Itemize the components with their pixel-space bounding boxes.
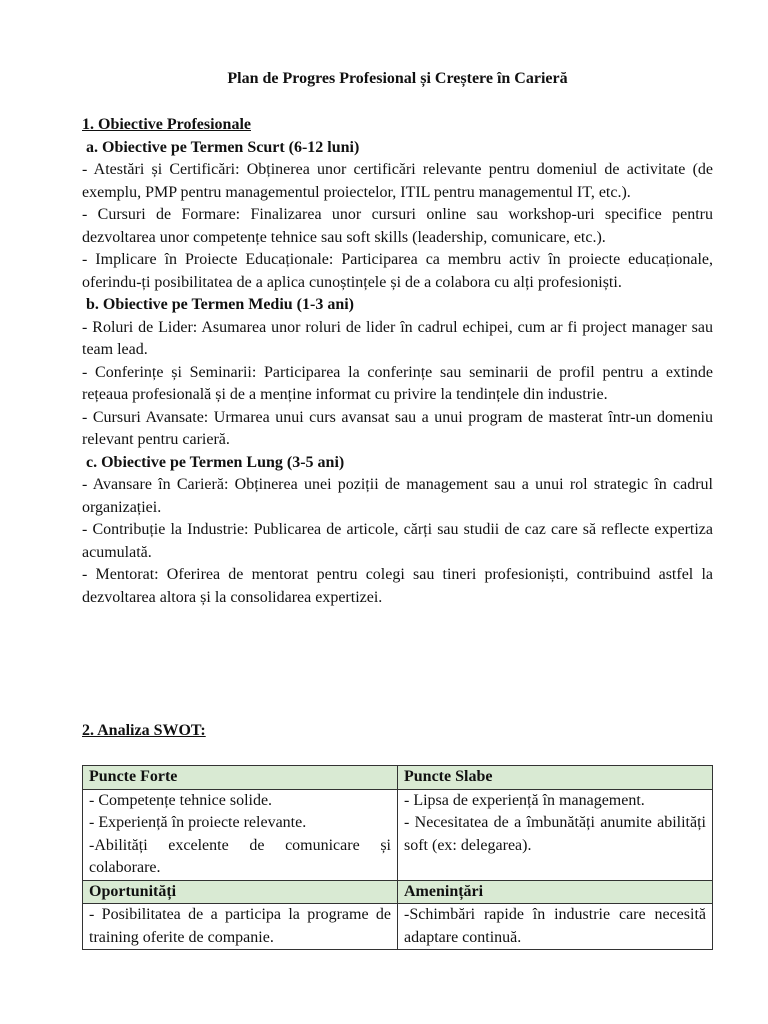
swot-header-weaknesses: Puncte Slabe (398, 766, 713, 790)
section-heading-swot: 2. Analiza SWOT: (82, 722, 206, 739)
paragraph-short-term-1: - Atestări și Certificări: Obținerea unor certificări relevante pentru domeniul de activitate (de exemplu, PMP pentru managementul proiectelor, ITIL pentru managementul IT, etc.). (82, 161, 713, 201)
table-row (83, 904, 713, 950)
paragraph-medium-term-1: - Roluri de Lider: Asumarea unor roluri de lider în cadrul echipei, cum ar fi project manager sau team lead. (82, 318, 713, 358)
swot-table (82, 765, 713, 950)
paragraph-medium-term-2: - Conferințe și Seminarii: Participarea la conferințe sau seminarii de profil pentru a extinde rețeaua profesională și de a menține informat cu privire la tendințele din industrie. (82, 363, 713, 403)
list-item: - Experiență în proiecte relevante. (89, 814, 307, 831)
swot-cell-strengths (83, 789, 398, 880)
swot-cell-opportunities (83, 904, 398, 950)
swot-header-opportunities: Oportunități (83, 880, 398, 904)
paragraph-long-term-2: - Contribuție la Industrie: Publicarea de articole, cărți sau studii de caz care să reflecte expertiza acumulată. (82, 521, 713, 561)
list-item: - Competențe tehnice solide. (89, 791, 273, 809)
paragraph-short-term-2: - Cursuri de Formare: Finalizarea unor cursuri online sau workshop-uri specifice pentru dezvoltarea unor competențe tehnice sau soft skills (leadership, comunicare, etc.). (82, 206, 713, 246)
paragraph-short-term-3: - Implicare în Proiecte Educaționale: Participarea ca membru activ în proiecte educaționale, oferindu-ți posibilitatea de a aplica cunoștințele și de a colabora cu alți profesioniști. (82, 251, 713, 291)
table-row (83, 789, 713, 880)
subheading-medium-term: b. Obiective pe Termen Mediu (1-3 ani) (86, 296, 354, 313)
list-item: - Lipsa de experiență în management. (404, 791, 645, 809)
swot-cell-weaknesses (398, 789, 713, 880)
table-row (83, 766, 713, 790)
swot-header-threats: Amenințări (398, 880, 713, 904)
list-item: - Necesitatea de a îmbunătăți anumite abilități soft (ex: delegarea). (404, 814, 706, 854)
subheading-short-term: a. Obiective pe Termen Scurt (6-12 luni) (86, 138, 360, 156)
list-item: -Schimbări rapide în industrie care necesită adaptare continuă. (404, 906, 706, 946)
swot-cell-threats (398, 904, 713, 950)
paragraph-long-term-3: - Mentorat: Oferirea de mentorat pentru colegi sau tineri profesioniști, contribuind astfel la dezvoltarea altora și la consolidarea expertizei. (82, 566, 713, 606)
list-item: - Posibilitatea de a participa la programe de training oferite de companie. (89, 906, 391, 946)
table-row (83, 880, 713, 904)
document-title: Plan de Progres Profesional și Creștere în Carieră (227, 70, 568, 87)
paragraph-long-term-1: - Avansare în Carieră: Obținerea unei poziții de management sau a unui rol strategic în cadrul organizației. (82, 476, 713, 516)
swot-header-strengths: Puncte Forte (83, 766, 398, 790)
list-item: -Abilități excelente de comunicare și colaborare. (89, 836, 391, 876)
section-objectives (82, 114, 713, 609)
paragraph-medium-term-3: - Cursuri Avansate: Urmarea unui curs avansat sau a unui program de masterat într-un domeniu relevant pentru carieră. (82, 408, 713, 448)
subheading-long-term: c. Obiective pe Termen Lung (3-5 ani) (86, 453, 345, 471)
section-heading-objectives: 1. Obiective Profesionale (82, 116, 251, 133)
